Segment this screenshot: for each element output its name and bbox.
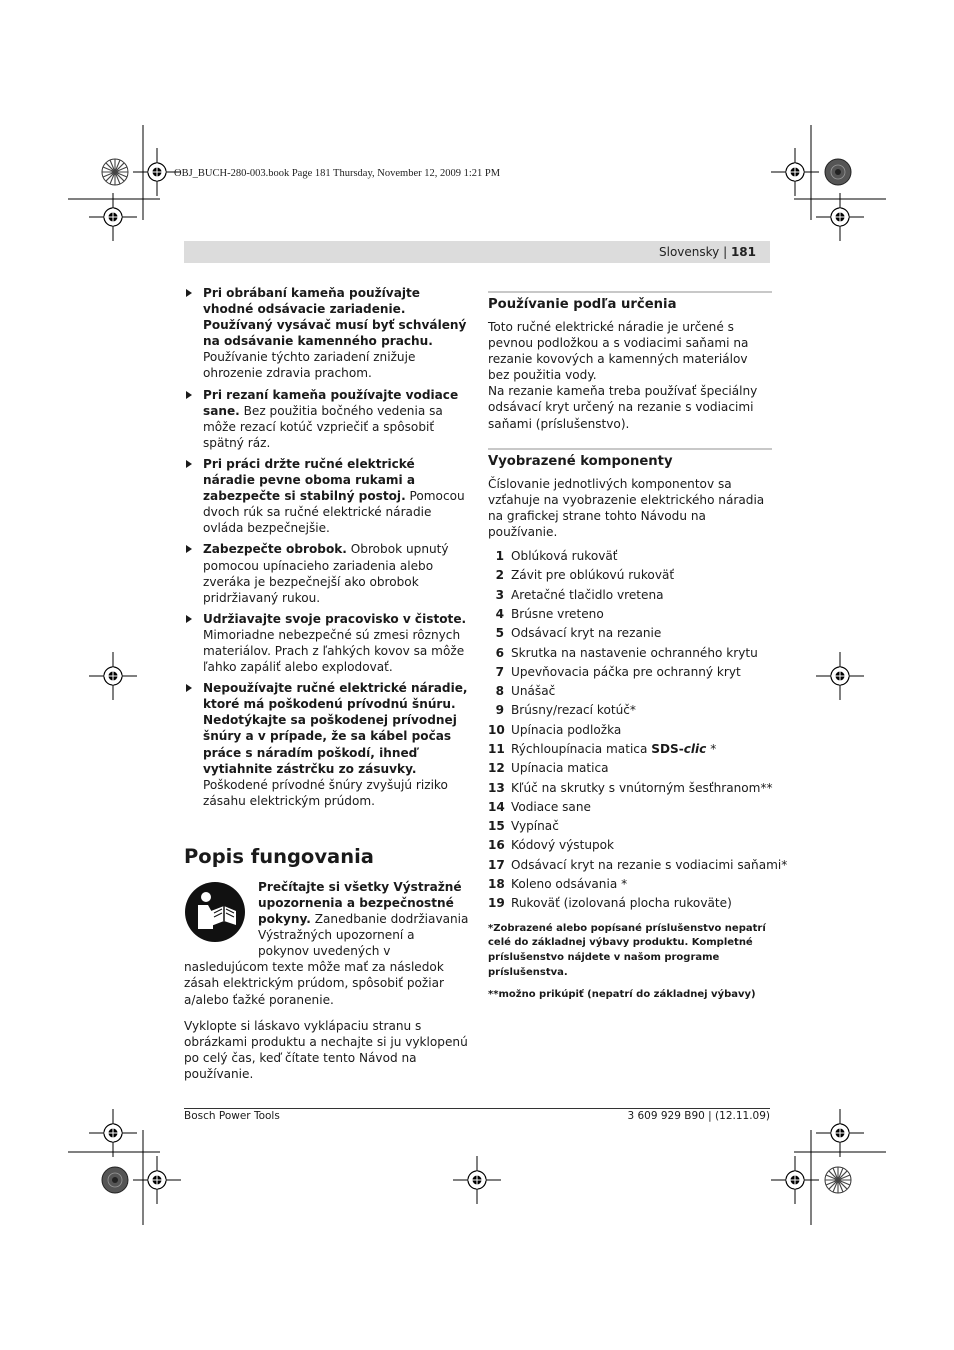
item-label: Odsávací kryt na rezanie [511, 626, 662, 641]
item-label: Rukoväť (izolovaná plocha rukoväte) [511, 896, 732, 911]
page-number: 181 [730, 245, 756, 259]
item-label: Vypínač [511, 819, 559, 834]
sds-prefix: SDS- [651, 742, 684, 756]
list-item [488, 682, 772, 701]
item-label: Brúsny/rezací kotúč* [511, 703, 636, 718]
list-item [488, 817, 772, 836]
optional-footnote: **možno prikúpiť (nepatrí do základnej výbavy) [488, 988, 756, 1000]
bullet-arrow-icon [186, 289, 192, 297]
language-label: Slovensky [659, 245, 720, 259]
list-item [488, 624, 772, 643]
bullet-text: Poškodené prívodné šnúry zvyšujú riziko zásahu elektrickým prúdom. [203, 777, 448, 808]
components-intro: Číslovanie jednotlivých komponentov sa vzťahuje na vyobrazenie elektrického náradia na grafickej strane tohto Návodu na používanie. [488, 476, 765, 539]
item-label-text: Rýchloupínacia matica [511, 742, 648, 756]
components-heading: Vyobrazené komponenty [488, 448, 772, 471]
bullet-text: Používanie týchto zariadení znižuje ohrozenie zdravia prachom. [203, 350, 416, 381]
warning-bold: Prečítajte si všetky Výstražné upozornenia a bezpečnostné pokyny. [258, 879, 462, 927]
item-label: Skrutka na nastavenie ochranného krytu [511, 645, 758, 660]
bullet-arrow-icon [186, 684, 192, 692]
header-separator: | [719, 245, 731, 259]
item-number: 9 [495, 703, 504, 718]
components-list [488, 547, 788, 914]
item-number: 8 [495, 684, 504, 699]
item-number: 4 [495, 606, 504, 621]
item-label: Upevňovacia páčka pre ochranný kryt [511, 664, 741, 679]
left-column [184, 285, 469, 1082]
item-label: Vodiace sane [511, 799, 591, 814]
list-item [488, 759, 772, 778]
list-item [488, 875, 772, 894]
list-item [488, 740, 772, 759]
item-number: 7 [495, 664, 504, 679]
bullet-text: Pomocou dvoch rúk sa ručné elektrické náradie ovláda bezpečnejšie. [203, 489, 465, 536]
item-label: Koleno odsávania * [511, 877, 628, 892]
bullet-bold: Zabezpečte obrobok. [203, 542, 347, 557]
item-number: 15 [488, 819, 505, 834]
safety-bullet [184, 456, 469, 536]
sds-clic-logo [651, 742, 706, 756]
bullet-arrow-icon [186, 615, 192, 623]
footer-brand: Bosch Power Tools [184, 1110, 280, 1122]
item-label: Závit pre oblúkovú rukoväť [511, 568, 675, 583]
item-label [511, 740, 716, 759]
intended-use-text-2: Na rezanie kameňa treba používať špeciálny odsávací kryt určený na rezanie s vodiacimi saňami (príslušenstvo). [488, 384, 758, 431]
item-number: 14 [488, 799, 505, 814]
book-info-line: OBJ_BUCH-280-003.book Page 181 Thursday, November 12, 2009 1:21 PM [174, 168, 501, 179]
item-number: 17 [488, 857, 505, 872]
item-number: 10 [488, 722, 505, 737]
item-number: 12 [488, 761, 505, 776]
read-manual-icon [184, 881, 246, 943]
item-label: Upínacia podložka [511, 722, 622, 737]
footer-doc-number: 3 609 929 B90 | (12.11.09) [627, 1110, 770, 1122]
bullet-text: Bez použitia bočného vedenia sa môže rezací kotúč vzpriečiť a spôsobiť spätný ráz. [203, 403, 443, 450]
bullet-text: Mimoriadne nebezpečné sú zmesi rôznych materiálov. Prach z ľahkých kovov sa môže ľahko zapáliť alebo explodovať. [203, 627, 465, 675]
item-label: Aretačné tlačidlo vretena [511, 587, 664, 602]
list-item [488, 566, 772, 585]
list-item [488, 701, 772, 720]
clic-suffix: clic [683, 742, 707, 756]
item-label: Kódový výstupok [511, 838, 615, 853]
list-item [488, 836, 772, 855]
list-item [488, 605, 772, 624]
intended-use-text-1: Toto ručné elektrické náradie je určené s pevnou podložkou a s vodiacimi saňami na rezanie kovových a kamenných materiálov bez použitia vody. [488, 320, 749, 383]
item-label: Kľúč na skrutky s vnútorným šesťhranom** [511, 780, 773, 795]
list-item [488, 663, 772, 682]
item-label: Oblúková rukoväť [511, 549, 618, 564]
right-column [488, 291, 788, 1002]
bullet-bold: Udržiavajte svoje pracovisko v čistote. [203, 611, 467, 626]
bullet-arrow-icon [186, 391, 192, 399]
item-number: 6 [495, 645, 504, 660]
header-language [659, 245, 756, 259]
item-number: 19 [488, 896, 505, 911]
item-number: 13 [488, 780, 505, 795]
warning-text: Zanedbanie dodržiavania Výstražných upozornení a pokynov uvedených v nasledujúcom texte môže mať za následok zásah elektrickým prúdom, spôsobiť požiar a/alebo ťažké poranenie. [184, 912, 469, 1007]
page-header [184, 241, 770, 263]
bullet-bold: Pri práci držte ručné elektrické náradie pevne oboma rukami a zabezpečte si stabilný postoj. [203, 456, 416, 504]
item-number: 2 [495, 568, 504, 583]
item-number: 16 [488, 838, 505, 853]
accessory-footnote: *Zobrazené alebo popísané príslušenstvo nepatrí celé do základnej výbavy produktu. Kompletné príslušenstvo nájdete v našom programe príslušenstva. [488, 922, 766, 979]
item-number: 5 [495, 626, 504, 641]
safety-bullet [184, 285, 469, 382]
list-item [488, 547, 772, 566]
bullet-arrow-icon [186, 460, 192, 468]
list-item [488, 894, 772, 913]
list-item [488, 721, 772, 740]
list-item [488, 856, 788, 875]
footer-rule [184, 1108, 770, 1109]
list-item [488, 586, 772, 605]
item-star: * [706, 742, 717, 756]
safety-bullet [184, 680, 469, 809]
intended-use-heading: Používanie podľa určenia [488, 291, 772, 314]
item-number: 1 [495, 549, 504, 564]
list-item [488, 644, 772, 663]
item-label: Odsávací kryt na rezanie s vodiacimi saňami* [511, 857, 788, 872]
list-item [488, 779, 772, 798]
item-number: 18 [488, 877, 505, 892]
item-label: Unášač [511, 684, 556, 699]
bullet-arrow-icon [186, 545, 192, 553]
foldout-paragraph: Vyklopte si láskavo vyklápaciu stranu s obrázkami produktu a nechajte si ju vyklopenú po celý čas, keď čítate tento Návod na používanie. [184, 1018, 468, 1081]
safety-bullet [184, 387, 469, 451]
bullet-bold: Pri rezaní kameňa používajte vodiace sane. [203, 387, 459, 418]
bullet-text: Obrobok upnutý pomocou upínacieho zariadenia alebo zveráka je bezpečnejší ako obrobok pridržiavaný rukou. [203, 542, 449, 605]
safety-bullet [184, 611, 469, 675]
bullet-bold: Pri obrábaní kameňa používajte vhodné odsávacie zariadenie. Používaný vysávač musí byť schválený na odsávanie kamenného prachu. [203, 286, 467, 349]
safety-bullet [184, 541, 469, 605]
read-manual-warning [184, 879, 469, 1008]
list-item [488, 798, 772, 817]
item-label: Upínacia matica [511, 761, 609, 776]
item-label: Brúsne vreteno [511, 606, 604, 621]
item-number: 11 [488, 742, 505, 756]
item-number: 3 [495, 587, 504, 602]
bullet-bold: Nepoužívajte ručné elektrické náradie, ktoré má poškodenú prívodnú šnúru. Nedotýkajte sa poškodenej prívodnej šnúry a v prípade, že sa kábel počas práce s náradím poškodí, ihneď vytiahnite zástrčku zo zásuvky. [203, 681, 468, 776]
section-title: Popis fungovania [184, 844, 374, 868]
